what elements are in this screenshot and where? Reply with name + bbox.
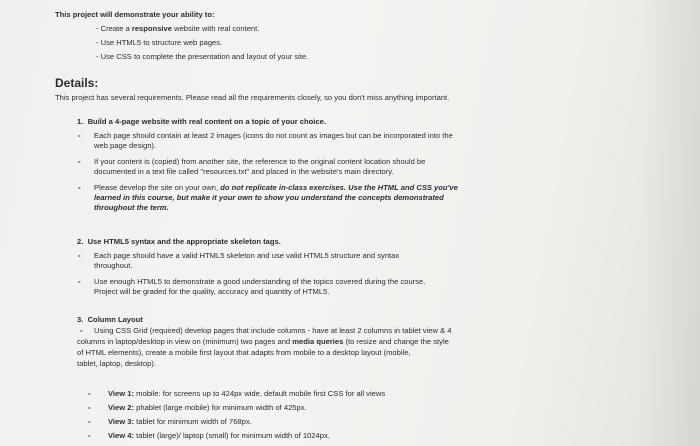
details-title: Details:: [55, 76, 99, 90]
s3-line-4: tablet, laptop, desktop).: [77, 359, 156, 368]
bullet-dash: -: [78, 277, 81, 286]
intro-bullet: - Use CSS to complete the presentation and layout of your site.: [96, 52, 309, 61]
intro-heading: This project will demonstrate your ability to:: [55, 10, 215, 19]
s2-p2-line: Use enough HTML5 to demonstrate a good understanding of the topics covered during the course.: [94, 277, 426, 286]
intro-bullet: - Create a responsive website with real content.: [96, 24, 260, 33]
s1-p1-line: Each page should contain at least 2 images (icons do not count as images but can be incorporated into the: [94, 131, 453, 140]
bullet-dash: -: [78, 131, 81, 140]
bullet-dash: -: [78, 251, 81, 260]
s1-p2-line: documented in a text file called "resources.txt" and placed in the website's main directory.: [94, 167, 394, 176]
s3-line-3: of HTML elements), create a mobile first layout that adapts from mobile to a desktop layout (mobile,: [77, 348, 411, 357]
bullet-dash: -: [78, 157, 81, 166]
s1-p3-line: throughout the term.: [94, 203, 169, 212]
bullet-dash: -: [80, 326, 83, 335]
view-item: View 3: tablet for minimum width of 768px.: [108, 417, 252, 426]
bullet-dash: -: [88, 417, 91, 426]
view-item: View 2: phablet (large mobile) for minimum width of 425px.: [108, 403, 307, 412]
view-item: View 1: mobile: for screens up to 424px wide, default mobile first CSS for all views: [108, 389, 386, 398]
s2-p2-line: Project will be graded for the quality, accuracy and quantity of HTML5.: [94, 287, 330, 296]
bullet-dash: -: [88, 389, 91, 398]
s1-p3-line: learned in this course, but make it your own to show you understand the concepts demonstrated: [94, 193, 444, 202]
intro-bullet: - Use HTML5 to structure web pages.: [96, 38, 223, 47]
s2-p1-line: throughout.: [94, 261, 133, 270]
details-subtitle: This project has several requirements. Please read all the requirements closely, so you don't miss anything important.: [55, 93, 450, 102]
page-shadow: [640, 0, 700, 446]
section-3-heading: 3. Column Layout: [77, 315, 143, 324]
view-item: View 4: tablet (large)/ laptop (small) for minimum width of 1024px.: [108, 431, 330, 440]
s1-p1-line: web page design).: [94, 141, 157, 150]
s2-p1-line: Each page should have a valid HTML5 skeleton and use valid HTML5 structure and syntax: [94, 251, 400, 260]
s1-p2-line: If your content is (copied) from another site, the reference to the original content location should be: [94, 157, 426, 166]
section-1-heading: 1. Build a 4-page website with real content on a topic of your choice.: [77, 117, 326, 126]
bullet-dash: -: [78, 183, 81, 192]
bullet-dash: -: [88, 431, 91, 440]
s3-line-2: columns in laptop/desktop in view on (minimum) two pages and media queries (to resize and change the style: [77, 337, 449, 346]
bullet-dash: -: [88, 403, 91, 412]
s1-p3-line: Please develop the site on your own, do not replicate in-class exercises. Use the HTML and CSS you've: [94, 183, 458, 192]
s3-line-1: Using CSS Grid (required) develop pages that include columns - have at least 2 columns in tablet view & 4: [94, 326, 452, 335]
section-2-heading: 2. Use HTML5 syntax and the appropriate skeleton tags.: [77, 237, 281, 246]
